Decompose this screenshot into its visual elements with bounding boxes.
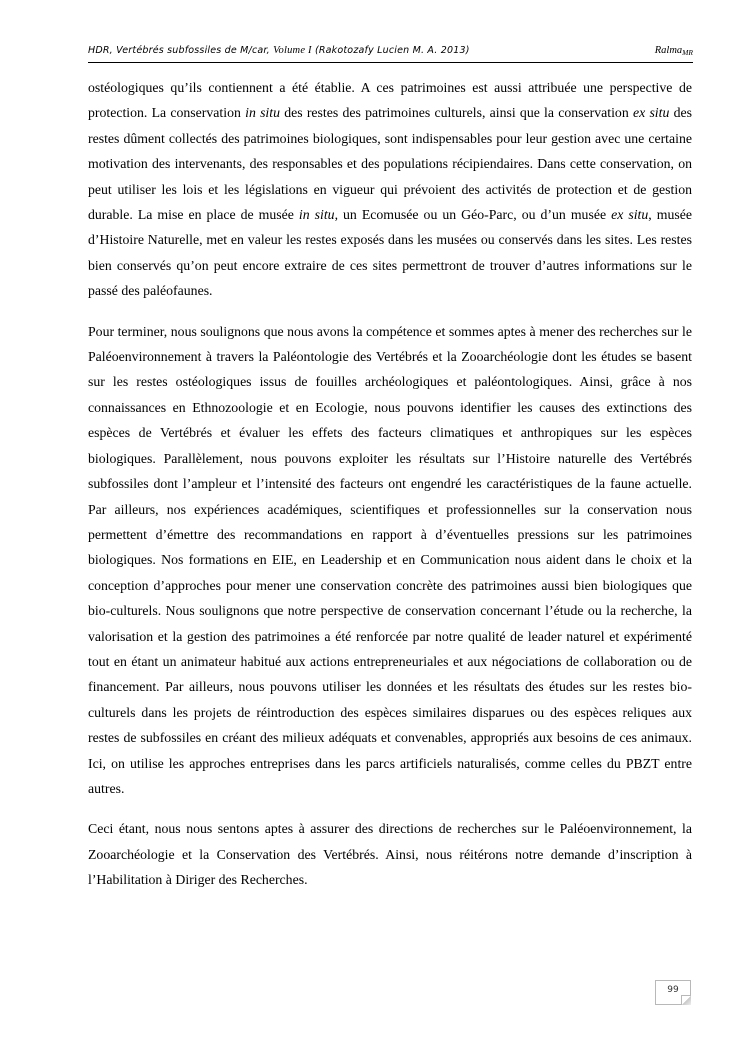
paragraph bbox=[88, 319, 692, 802]
page-number-box bbox=[655, 980, 691, 1005]
page-number: 99 bbox=[667, 985, 679, 995]
paragraph-text: Pour terminer, nous soulignons que nous avons la compétence et sommes aptes à mener des recherches sur le Paléoenvironnement à travers la Paléontologie des Vertébrés et la Zooarchéologie dont les études se basent sur les restes ostéologiques issus de fouilles archéologiques et paléontologiques. Ainsi, grâce à nos connaissances en Ethnozoologie et en Ecologie, nous pouvons identifier les causes des extinctions des espèces de Vertébrés et évaluer les effets des facteurs climatiques et anthropiques sur les espèces biologiques. Parallèlement, nous pouvons exploiter les résultats sur l’Histoire naturelle des Vertébrés subfossiles dont l’ampleur et l’intensité des facteurs ont engendré les caractéristiques de la faune actuelle. Par ailleurs, nos expériences académiques, scientifiques et professionnelles sur la conservation nous permettent d’émettre des recommandations en rapport à d’éventuelles pressions sur les patrimoines biologiques. Nos formations en EIE, en Leadership et en Communication nous aident dans le choix et la conception d’approches pour mener une conservation concrète des patrimoines aussi bien biologiques que bio-culturels. Nous soulignons que notre perspective de conservation concernant l’étude ou la recherche, la valorisation et la gestion des patrimoines a été renforcée par notre qualité de leader naturel et expérimenté tout en étant un animateur habitué aux actions entrepreneuriales et aux négociations de collaboration ou de financement. Par ailleurs, nous pouvons utiliser les données et les résultats des études sur les restes bio-culturels dans les projets de réintroduction des espèces similaires disparues ou des espèces reliques aux restes de subfossiles en créant des milieux adéquats et convenables, appropriés aux besoins de ces animaux. Ici, on utilise les approches entreprises dans les parcs artificiels naturalisés, comme celles du PBZT entre autres. bbox=[88, 323, 692, 796]
author-mark-main: Ralma bbox=[654, 45, 683, 56]
running-title bbox=[88, 45, 470, 56]
italic-term: in situ bbox=[298, 207, 335, 223]
page-curl-icon bbox=[681, 995, 691, 1005]
paragraph bbox=[88, 75, 692, 304]
page-header bbox=[88, 42, 693, 63]
running-title-prefix: HDR, Vertébrés subfossiles de M/car, bbox=[88, 45, 274, 56]
italic-term: ex situ bbox=[611, 207, 649, 223]
italic-term: in situ bbox=[245, 105, 280, 121]
italic-term: ex situ bbox=[632, 105, 670, 121]
paragraph-text: , un Ecomusée ou un Géo-Parc, ou d’un musée bbox=[334, 207, 612, 223]
paragraph bbox=[88, 816, 692, 892]
paragraph-text: ostéologiques qu’ils contiennent a été établie. A ces patrimoines est aussi attribuée une perspective de protection. La conservation bbox=[88, 80, 692, 121]
paragraph-text: , musée d’Histoire Naturelle, met en valeur les restes exposés dans les musées ou conservés dans les sites. Les restes bien conservés qu’on peut encore extraire de ces sites permettront de trouver d’autres informations sur le passé des paléofaunes. bbox=[88, 207, 692, 299]
running-title-suffix: (Rakotozafy Lucien M. A. 2013) bbox=[311, 45, 470, 56]
paragraph-text: des restes des patrimoines culturels, ainsi que la conservation bbox=[280, 105, 633, 121]
author-mark bbox=[655, 45, 693, 57]
document-body bbox=[88, 75, 692, 908]
running-title-volume: Volume I bbox=[273, 45, 312, 56]
paragraph-text: Ceci étant, nous nous sentons aptes à assurer des directions de recherches sur le Paléoenvironnement, la Zooarchéologie et la Conservation des Vertébrés. Ainsi, nous réitérons notre demande d’inscription à l’Habilitation à Diriger des Recherches. bbox=[88, 821, 692, 888]
author-mark-sub: MR bbox=[682, 48, 693, 57]
paragraph-text: des restes dûment collectés des patrimoines biologiques, sont indispensables pour leur gestion avec une certaine motivation des intervenants, des responsables et des populations récipiendaires. Dans cette conservation, on peut utiliser les lois et les législations en vigueur qui prévoient des activités de protection et de gestion durable. La mise en place de musée bbox=[88, 105, 692, 223]
